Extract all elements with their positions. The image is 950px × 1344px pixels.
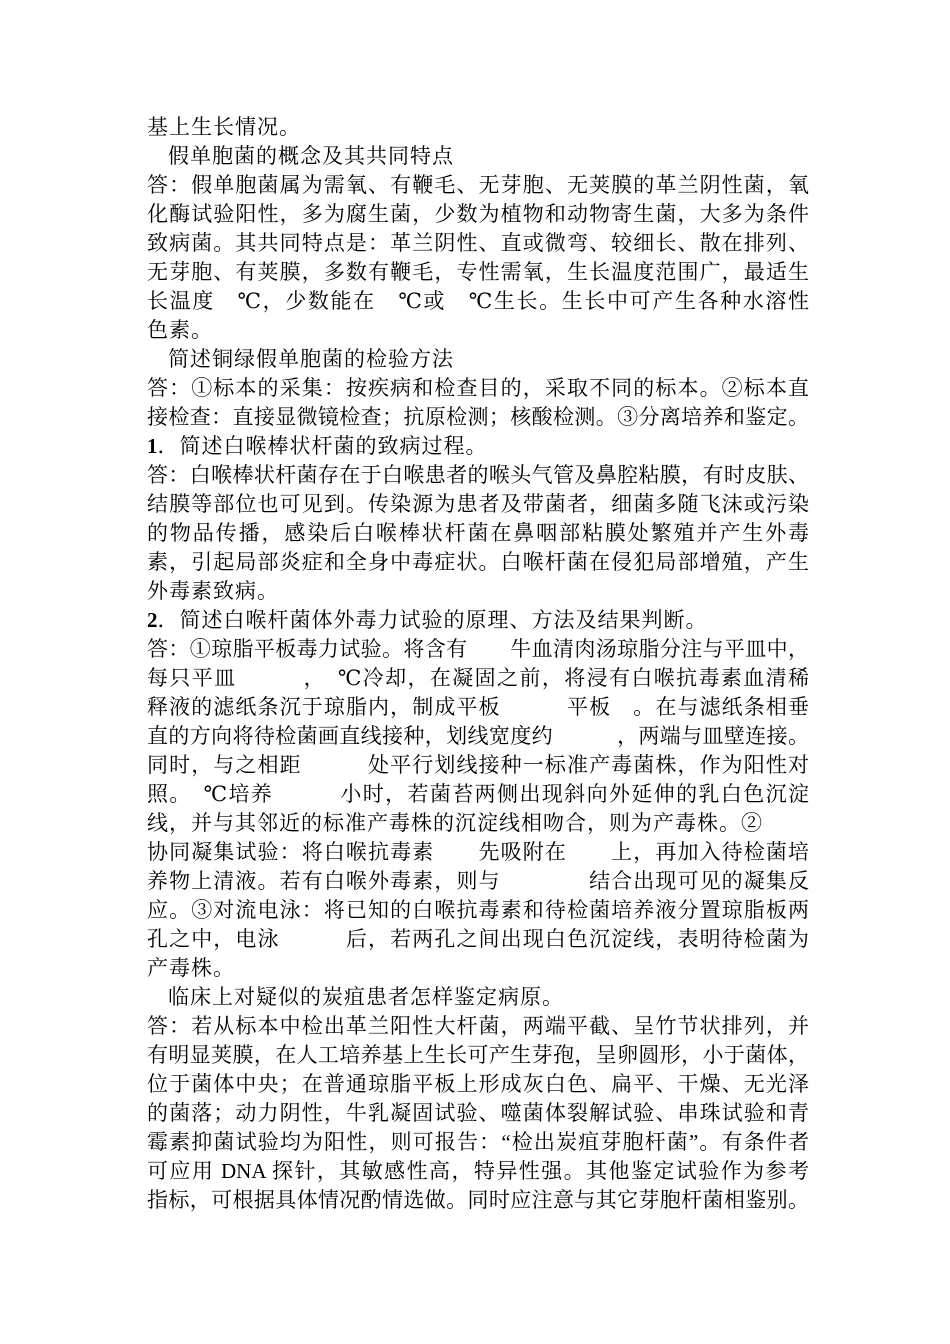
answer-line: 孔之中，电泳 后，若两孔之间出现白色沉淀线，表明待检菌为 [147,927,809,951]
answer-line: 产毒株。 [147,956,235,980]
answer-line: 可应用 DNA 探针，其敏感性高，特异性强。其他鉴定试验作为参考 [147,1159,809,1183]
answer-line: 答：若从标本中检出革兰阳性大杆菌，两端平截、呈竹节状排列，并 [147,1014,809,1038]
answer-line: 指标，可根据具体情况酌情选做。同时应注意与其它芽胞杆菌相鉴别。 [147,1188,809,1212]
answer-line: 释液的滤纸条沉于琼脂内，制成平板 平板 。在与滤纸条相垂 [147,695,809,719]
answer-line: 外毒素致病。 [147,579,279,603]
answer-line: 每只平皿 ， ℃冷却，在凝固之前，将浸有白喉抗毒素血清稀 [147,666,809,690]
answer-line: 结膜等部位也可见到。传染源为患者及带菌者，细菌多随飞沫或污染 [147,492,809,516]
answer-line: 线，并与其邻近的标准产毒株的沉淀线相吻合，则为产毒株。② [147,811,763,835]
question-title: 假单胞菌的概念及其共同特点 [168,144,454,168]
answer-line: 无芽胞、有荚膜，多数有鞭毛，专性需氧，生长温度范围广，最适生 [147,260,809,284]
answer-line: 接检查：直接显微镜检查；抗原检测；核酸检测。③分离培养和鉴定。 [147,405,809,429]
answer-line: 长温度 ℃，少数能在 ℃或 ℃生长。生长中可产生各种水溶性 [147,289,809,313]
section-question-1 [147,432,809,606]
answer-line: 位于菌体中央；在普通琼脂平板上形成灰白色、扁平、干燥、无光泽 [147,1072,809,1096]
section-anthrax-identification [147,983,809,1215]
answer-line: 素，引起局部炎症和全身中毒症状。白喉杆菌在侵犯局部增殖，产生 [147,550,809,574]
answer-line: 照。 ℃培养 小时，若菌苔两侧出现斜向外延伸的乳白色沉淀 [147,782,809,806]
answer-line: 致病菌。其共同特点是：革兰阴性、直或微弯、较细长、散在排列、 [147,231,809,255]
question-number: 2 [147,608,158,632]
question-text: ．简述白喉杆菌体外毒力试验的原理、方法及结果判断。 [157,608,708,632]
answer-line: 同时，与之相距 处平行划线接种一标准产毒菌株，作为阳性对 [147,753,809,777]
answer-line: 应。③对流电泳：将已知的白喉抗毒素和待检菌培养液分置琼脂板两 [147,898,809,922]
section-question-2 [147,606,809,983]
question-title: 临床上对疑似的炭疽患者怎样鉴定病原。 [168,985,564,1009]
question-title [147,606,809,635]
answer-line: 养物上清液。若有白喉外毒素，则与 结合出现可见的凝集反 [147,869,809,893]
answer-line: 协同凝集试验：将白喉抗毒素 先吸附在 上，再加入待检菌培 [147,840,809,864]
answer-line: 化酶试验阳性，多为腐生菌，少数为植物和动物寄生菌，大多为条件 [147,202,809,226]
answer-line: 的菌落；动力阴性，牛乳凝固试验、噬菌体裂解试验、串珠试验和青 [147,1101,809,1125]
answer-line: 答：白喉棒状杆菌存在于白喉患者的喉头气管及鼻腔粘膜，有时皮肤、 [147,463,809,487]
answer-line: 答：假单胞菌属为需氧、有鞭毛、无芽胞、无荚膜的革兰阴性菌，氧 [147,173,809,197]
question-title: 简述铜绿假单胞菌的检验方法 [168,347,454,371]
answer-line: 答：①标本的采集：按疾病和检查目的，采取不同的标本。②标本直 [147,376,809,400]
answer-line: 色素。 [147,318,213,342]
answer-line: 霉素抑菌试验均为阳性，则可报告：“检出炭疽芽胞杆菌”。有条件者 [147,1130,809,1154]
section-continuation [147,113,809,142]
section-pseudomonas-testing [147,345,809,432]
section-pseudomonas-concept [147,142,809,345]
answer-line: 的物品传播，感染后白喉棒状杆菌在鼻咽部粘膜处繁殖并产生外毒 [147,521,809,545]
question-title [147,432,809,461]
answer-line: 答：①琼脂平板毒力试验。将含有 牛血清肉汤琼脂分注与平皿中， [147,637,809,661]
answer-line: 有明显荚膜，在人工培养基上生长可产生芽孢，呈卵圆形，小于菌体， [147,1043,809,1067]
question-number: 1 [147,434,158,458]
text-line: 基上生长情况。 [147,115,301,139]
question-text: ．简述白喉棒状杆菌的致病过程。 [157,434,488,458]
document-page [147,113,809,1215]
answer-line: 直的方向将待检菌画直线接种，划线宽度约 ，两端与皿壁连接。 [147,724,809,748]
